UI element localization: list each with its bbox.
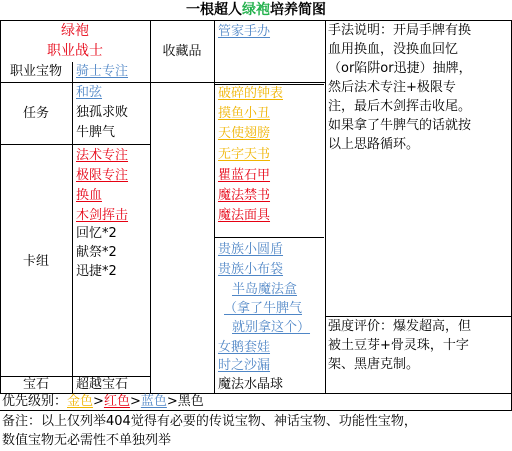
title-green: 绿袍 bbox=[242, 2, 270, 18]
collection-label: 收藏品 bbox=[162, 44, 202, 59]
career-treasure-label: 职业宝物 bbox=[9, 64, 62, 79]
card-item: 换血 bbox=[76, 188, 103, 203]
footnote-line: 数值宝物无必需性不单独列举 bbox=[2, 433, 172, 448]
half-island-line: 半岛魔法盒 bbox=[232, 282, 298, 297]
career-treasure-value: 骑士专注 bbox=[76, 64, 129, 79]
priority-blue: 蓝色 bbox=[140, 394, 167, 409]
card-item: 迅捷*2 bbox=[76, 264, 117, 279]
card-item: 木剑挥击 bbox=[76, 208, 129, 223]
half-island-line: （拿了牛脾气 bbox=[224, 301, 303, 316]
collection-top-item: 管家手办 bbox=[218, 24, 271, 39]
rating-line: 被土豆芽+骨灵珠，十字 bbox=[328, 338, 469, 353]
priority-sep: > bbox=[166, 394, 178, 409]
collection-item: 贵族小圆盾 bbox=[218, 242, 284, 257]
quest-item: 牛脾气 bbox=[76, 125, 116, 140]
technique-line: （or陷阱or迅捷）抽牌， bbox=[328, 61, 472, 76]
title-suffix: 培养简图 bbox=[270, 2, 326, 18]
collection-item: 时之沙漏 bbox=[218, 358, 271, 373]
footnote bbox=[2, 412, 510, 450]
collection-item: 贵族小布袋 bbox=[218, 262, 284, 277]
priority-gold: 金色 bbox=[67, 394, 94, 409]
rating-line: 强度评价：爆发超高，但 bbox=[328, 319, 472, 334]
priority-row bbox=[2, 393, 204, 410]
priority-black: 黑色 bbox=[177, 394, 204, 409]
technique-line: 手法说明：开局手牌有换 bbox=[328, 23, 472, 38]
collection-item: 魔法水晶球 bbox=[218, 377, 284, 392]
card-item: 回忆*2 bbox=[76, 226, 117, 241]
card-item: 极限专注 bbox=[76, 168, 129, 183]
technique-line: 如果拿了牛脾气的话就按 bbox=[328, 118, 472, 133]
rating-notes bbox=[328, 317, 510, 374]
collection-item: 破碎的钟表 bbox=[218, 86, 284, 101]
collection-item: 女鹅套娃 bbox=[218, 340, 271, 355]
collection-item: 摸鱼小丑 bbox=[218, 106, 271, 121]
priority-sep: > bbox=[129, 394, 141, 409]
collection-item: 魔法面具 bbox=[218, 208, 271, 223]
priority-sep: > bbox=[93, 394, 104, 409]
collection-item: 魔法禁书 bbox=[218, 188, 271, 203]
half-island-line: 就别拿这个） bbox=[232, 320, 311, 335]
priority-red: 红色 bbox=[103, 394, 130, 409]
hero-class: 职业战士 bbox=[47, 43, 103, 59]
card-item: 献祭*2 bbox=[76, 245, 117, 260]
quests-label: 任务 bbox=[22, 106, 49, 121]
technique-line: 注，最后木剑挥击收尾。 bbox=[328, 99, 472, 114]
card-item: 法术专注 bbox=[76, 148, 129, 163]
hero-name: 绿袍 bbox=[61, 23, 89, 39]
footnote-line: 备注：以上仅列举404觉得有必要的传说宝物、神话宝物、功能性宝物， bbox=[2, 414, 417, 429]
collection-item: 瞿蓝石甲 bbox=[218, 168, 271, 183]
page-title bbox=[0, 0, 512, 20]
technique-line: 以上思路循环。 bbox=[328, 137, 420, 152]
rating-line: 架、黑唐克制。 bbox=[328, 357, 420, 372]
technique-notes bbox=[328, 21, 510, 154]
collection-item: 天使翅膀 bbox=[218, 126, 271, 141]
quest-item: 独孤求败 bbox=[76, 105, 129, 120]
priority-label: 优先级别： bbox=[2, 394, 68, 409]
technique-line: 血用换血，没换血回忆 bbox=[328, 42, 459, 57]
gem-value: 超越宝石 bbox=[76, 377, 129, 392]
technique-line: 然后法术专注+极限专 bbox=[328, 80, 456, 95]
title-prefix: 一根超人 bbox=[186, 2, 242, 18]
collection-item: 无字天书 bbox=[218, 147, 271, 162]
deck-label: 卡组 bbox=[22, 254, 49, 269]
quest-item: 和弦 bbox=[76, 85, 103, 100]
gem-label: 宝石 bbox=[22, 377, 49, 392]
